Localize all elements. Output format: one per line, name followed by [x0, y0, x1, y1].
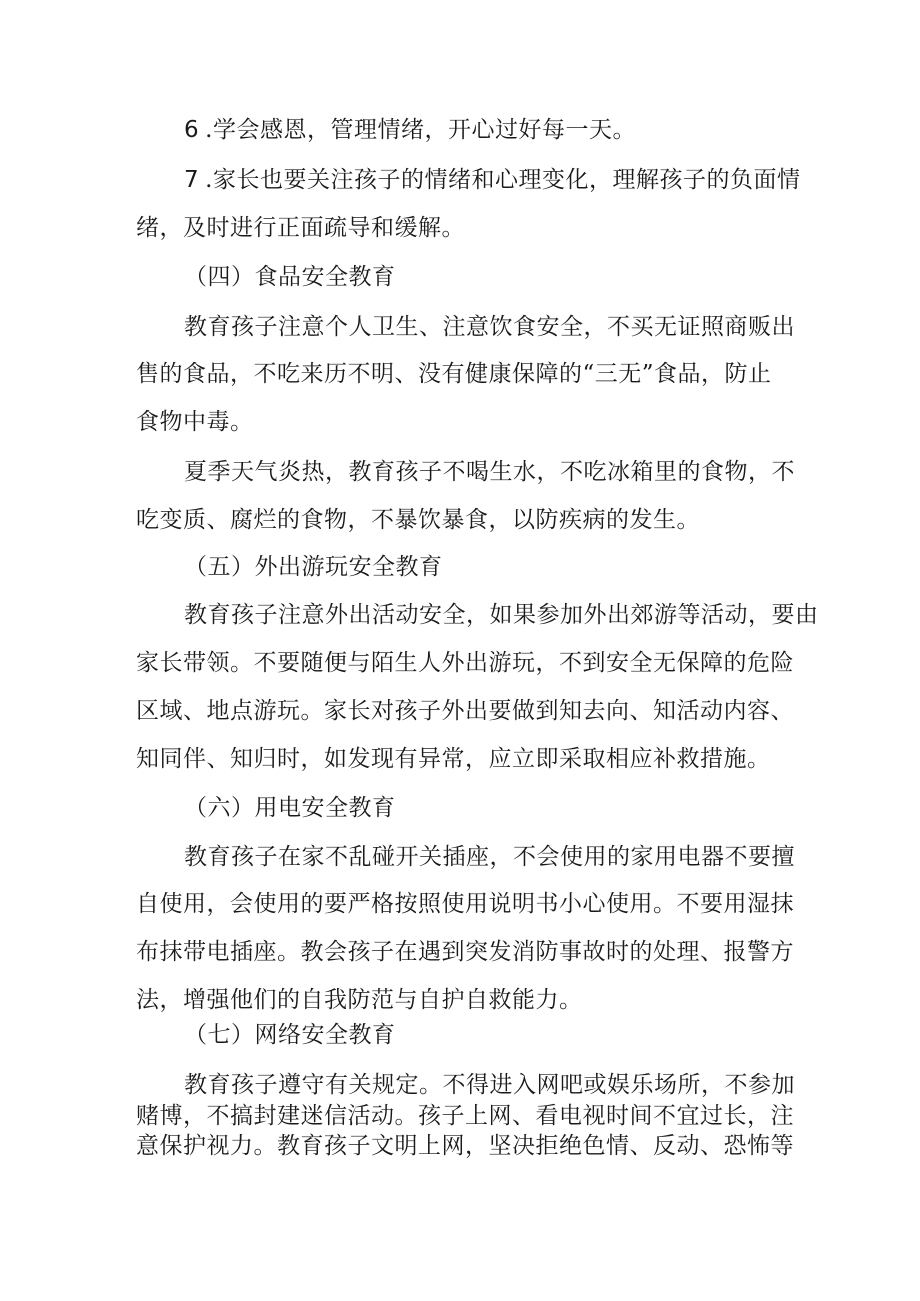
paragraph-line: 教育孩子在家不乱碰开关插座，不会使用的家用电器不要擅 [184, 844, 795, 870]
paragraph-line: 教育孩子注意个人卫生、注意饮食安全，不买无证照商贩出 [184, 314, 795, 340]
section-heading-outing: （五）外出游玩安全教育 [184, 554, 443, 580]
paragraph-line: 意保护视力。教育孩子文明上网，坚决拒绝色情、反动、恐怖等 [136, 1133, 794, 1159]
list-item-7-line-2: 绪，及时进行正面疏导和缓解。 [136, 215, 465, 241]
paragraph-line: 教育孩子遵守有关规定。不得进入网吧或娱乐场所，不参加 [184, 1072, 795, 1098]
list-item-6 [184, 115, 636, 145]
list-item-text: .家长也要关注孩子的情绪和心理变化，理解孩子的负面情 [205, 167, 801, 193]
list-number: 6 [184, 117, 200, 143]
section-heading-food: （四）食品安全教育 [184, 264, 396, 290]
paragraph-line: 法，增强他们的自我防范与自护自救能力。 [136, 987, 583, 1013]
paragraph-line: 知同伴、知归时，如发现有异常，应立即采取相应补救措施。 [136, 746, 771, 772]
list-number: 7 [184, 167, 200, 193]
paragraph-line: 夏季天气炎热，教育孩子不喝生水，不吃冰箱里的食物，不 [184, 459, 795, 485]
list-item-text: .学会感恩，管理情绪，开心过好每一天。 [205, 117, 636, 143]
paragraph-line: 赌博，不搞封建迷信活动。孩子上网、看电视时间不宜过长，注 [136, 1103, 794, 1129]
list-item-7-line-1 [184, 165, 800, 195]
paragraph-line: 自使用，会使用的要严格按照使用说明书小心使用。不要用湿抹 [136, 891, 794, 917]
paragraph-line: 布抹带电插座。教会孩子在遇到突发消防事故时的处理、报警方 [136, 939, 794, 965]
section-heading-network: （七）网络安全教育 [184, 1022, 396, 1048]
paragraph-line: 售的食品，不吃来历不明、没有健康保障的“三无”食品，防止 [136, 361, 772, 387]
section-heading-electric: （六）用电安全教育 [184, 795, 396, 821]
paragraph-line: 教育孩子注意外出活动安全，如果参加外出郊游等活动，要由 [184, 602, 819, 628]
paragraph-line: 食物中毒。 [136, 409, 254, 435]
paragraph-line: 吃变质、腐烂的食物，不暴饮暴食，以防疾病的发生。 [136, 507, 700, 533]
paragraph-line: 家长带领。不要随便与陌生人外出游玩，不到安全无保障的危险 [136, 650, 794, 676]
paragraph-line: 区域、地点游玩。家长对孩子外出要做到知去向、知活动内容、 [136, 698, 794, 724]
